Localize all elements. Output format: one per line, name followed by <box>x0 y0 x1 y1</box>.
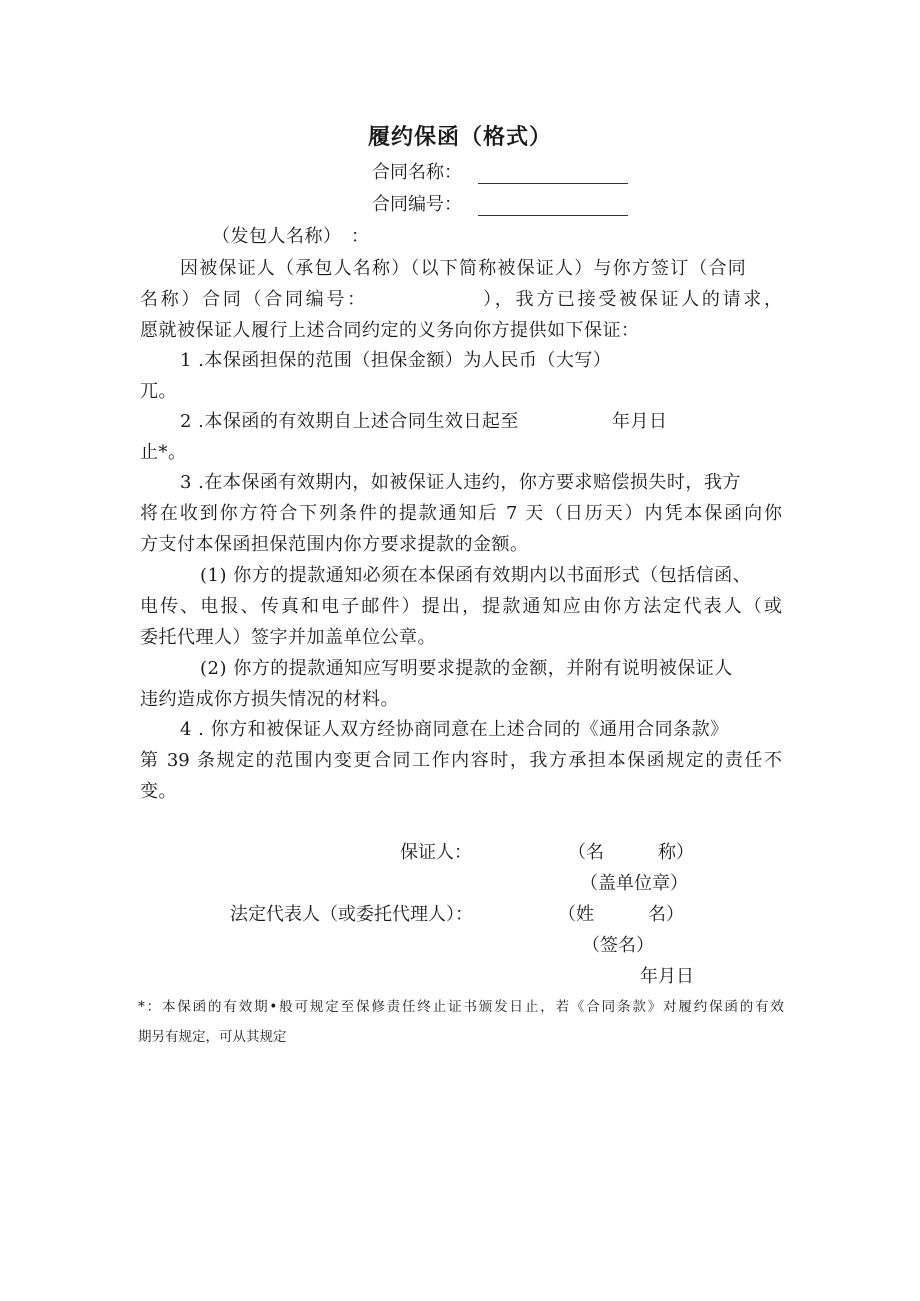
clause2-line-1a: 2 .本保函的有效期自上述合同生效日起至 <box>180 411 519 432</box>
clause1-line-1: 1 .本保函担保的范围（担保金额）为人民币（大写） <box>180 350 612 371</box>
clause4-line-3: 变。 <box>140 781 177 802</box>
clause2-line-2: 止*。 <box>140 442 187 463</box>
contract-no-label: 合同编号： <box>372 194 462 215</box>
clause3-line-3: 方支付本保函担保范围内你方要求提款的金额。 <box>140 534 529 555</box>
addressee: （发包人名称） ： <box>212 226 370 247</box>
document-title: 履约保函（格式） <box>367 125 552 150</box>
clause2-line-1b: 年月日 <box>612 411 668 432</box>
footnote-line-1: *：本保函的有效期•般可规定至保修责任终止证书颁发日止，若《合同条款》对履约保函的有效 <box>138 999 784 1015</box>
clause3-line-2: 将在收到你方符合下列条件的提款通知后 7 天（日历天）内凭本保函向你 <box>140 503 782 524</box>
guarantor-name: （名 称） <box>568 842 694 863</box>
cond1-line-1: (1) 你方的提款通知必须在本保函有效期内以书面形式（包括信函、 <box>200 565 752 586</box>
cond1-line-2: 电传、电报、传真和电子邮件）提出，提款通知应由你方法定代表人（或 <box>140 596 782 617</box>
signature-note: （签名） <box>582 935 654 956</box>
contract-no-row <box>372 190 628 216</box>
clause3-line-1: 3 .在本保函有效期内，如被保证人违约，你方要求赔偿损失时，我方 <box>180 472 741 493</box>
legal-rep-label: 法定代表人（或委托代理人）： <box>230 904 473 925</box>
legal-rep-name: （姓 名） <box>558 904 684 925</box>
clause4-line-1: 4 . 你方和被保证人双方经协商同意在上述合同的《通用合同条款》 <box>180 719 729 740</box>
contract-name-row <box>372 158 628 184</box>
contract-name-label: 合同名称： <box>372 162 462 183</box>
clause4-line-2: 第 39 条规定的范围内变更合同工作内容时，我方承担本保函规定的责任不 <box>140 750 782 771</box>
clause1-line-2: 兀。 <box>140 381 177 402</box>
intro-line-3: 愿就被保证人履行上述合同约定的义务向你方提供如下保证： <box>140 320 640 341</box>
company-seal-note: （盖单位章） <box>580 873 688 894</box>
intro-line-1: 因被保证人（承包人名称）（以下简称被保证人）与你方签订（合同 <box>180 258 747 279</box>
signature-date: 年月日 <box>640 966 694 987</box>
cond2-line-2: 违约造成你方损失情况的材料。 <box>140 689 399 710</box>
cond2-line-1: (2) 你方的提款通知应写明要求提款的金额，并附有说明被保证人 <box>200 658 733 679</box>
contract-no-blank <box>478 197 628 216</box>
cond1-line-3: 委托代理人）签字并加盖单位公章。 <box>140 627 436 648</box>
guarantor-label: 保证人： <box>400 842 472 863</box>
contract-name-blank <box>478 165 628 184</box>
footnote-line-2: 期另有规定，可从其规定 <box>138 1029 287 1045</box>
intro-line-2: 名称）合同（合同编号： ），我方已接受被保证人的请求， <box>140 289 782 310</box>
